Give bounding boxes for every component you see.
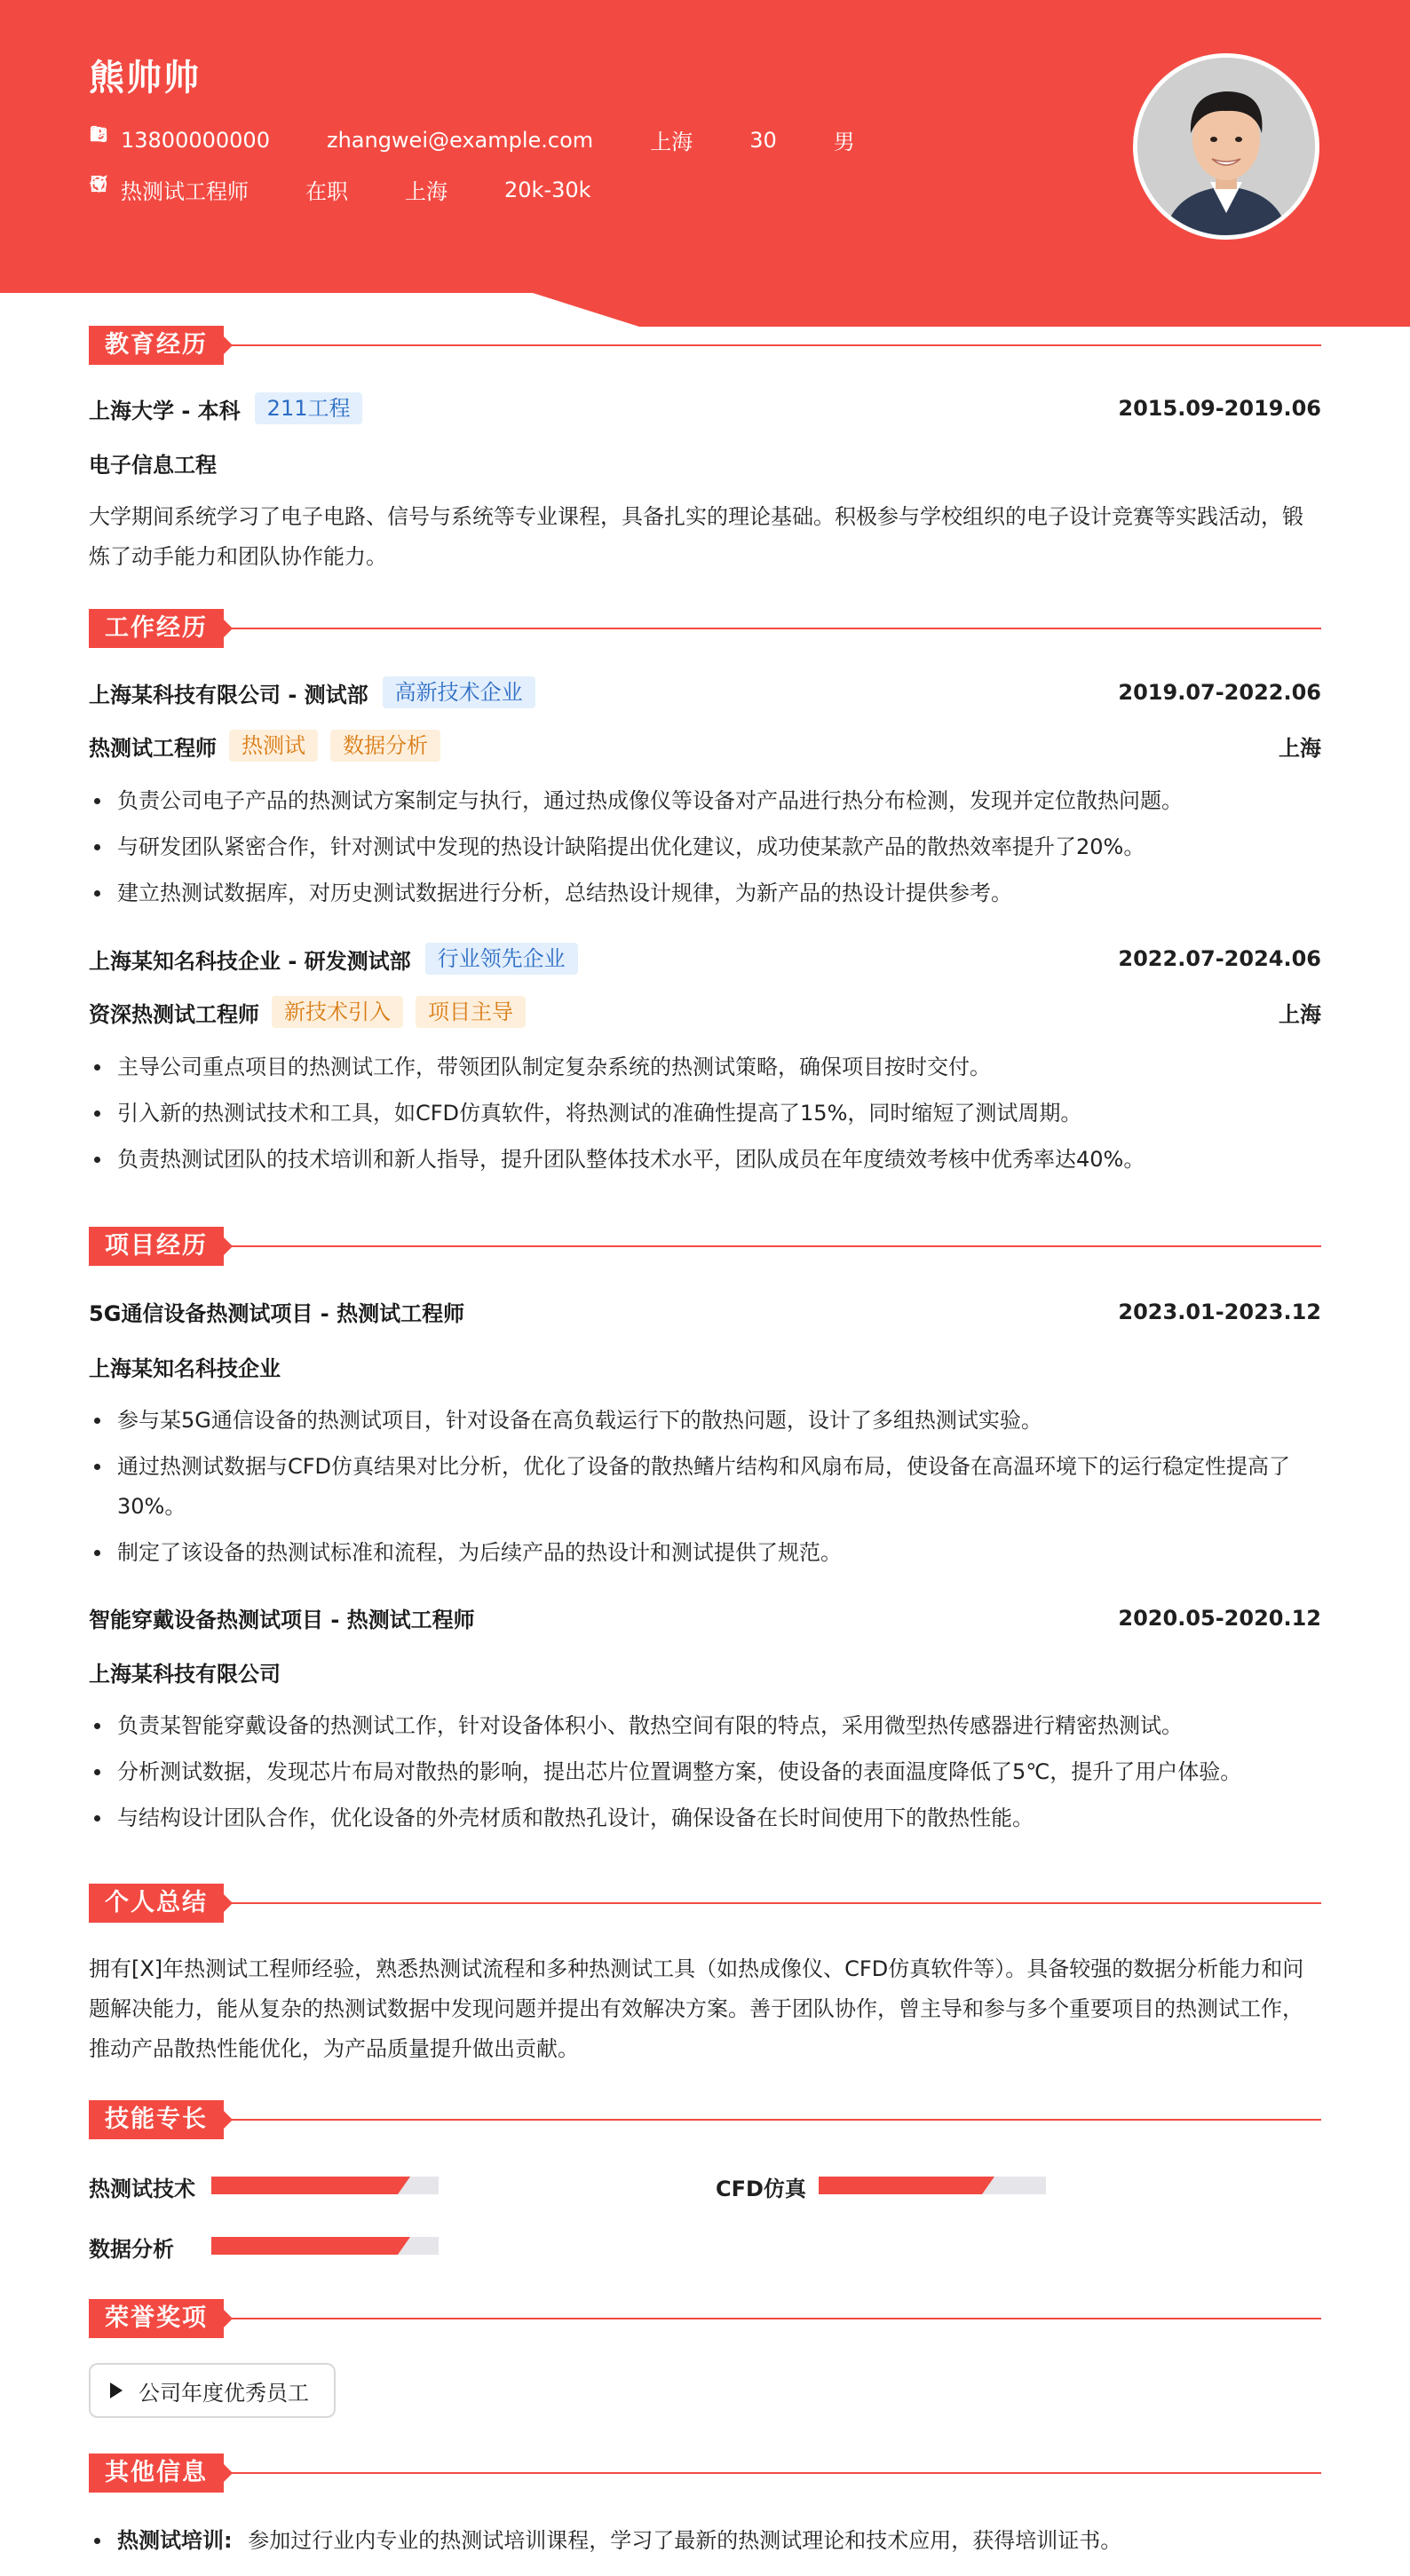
section-divider: [222, 1245, 1321, 1247]
section-title: 教育经历: [89, 326, 224, 365]
contact-row: [89, 124, 880, 155]
section-skills: [89, 2100, 1321, 2139]
section-divider: [222, 2119, 1321, 2121]
target-city-item: [373, 174, 448, 205]
bullet-item: 负责公司电子产品的热测试方案制定与执行，通过热成像仪等设备对产品进行热分布检测，发现并定位散热问题。: [89, 781, 1321, 821]
work-tag: 热测试: [229, 730, 318, 762]
award-text: 公司年度优秀员工: [139, 2380, 309, 2406]
skill-item: [89, 2232, 462, 2263]
work-role-row: [89, 996, 1321, 1028]
section-divider: [222, 2472, 1321, 2474]
skill-item: [89, 2171, 462, 2202]
project-title: 智能穿戴设备热测试项目 - 热测试工程师: [89, 1608, 475, 1632]
project-title: 5G通信设备热测试项目 - 热测试工程师: [89, 1301, 465, 1326]
skill-name: 热测试技术: [89, 2177, 195, 2201]
project-org: 上海某科技有限公司: [89, 1662, 281, 1687]
salary-item: [472, 178, 591, 202]
education-description: 大学期间系统学习了电子电路、信号与系统等专业课程，具备扎实的理论基础。积极参与学校组织的电子设计竞赛等实践活动，锻炼了动手能力和团队协作能力。: [89, 504, 1303, 569]
bullet-item: 参与某5G通信设备的热测试项目，针对设备在高负载运行下的散热问题，设计了多组热测试实验。: [89, 1401, 1321, 1441]
location-item: [618, 124, 693, 155]
award-item: [89, 2363, 336, 2418]
resume-header: [0, 0, 1410, 328]
work-company: 上海某科技有限公司 - 测试部: [89, 682, 368, 707]
gender-text: 男: [833, 130, 855, 154]
project-org: 上海某知名科技企业: [89, 1356, 281, 1381]
skill-level: [211, 2177, 398, 2194]
project-header: [89, 1602, 1321, 1633]
work-tag: 新技术引入: [272, 996, 403, 1028]
skill-bar: [819, 2177, 1046, 2194]
work-role: 热测试工程师: [89, 735, 217, 761]
target-city-text: 上海: [405, 179, 448, 204]
section-divider: [222, 1902, 1321, 1904]
gender-item: [802, 124, 855, 155]
education-major: 电子信息工程: [89, 453, 217, 478]
bullet-item: 负责热测试团队的技术培训和新人指导，提升团队整体技术水平，团队成员在年度绩效考核中优秀率达40%。: [89, 1140, 1321, 1180]
education-period: 2015.09-2019.06: [1118, 396, 1321, 421]
skill-bar: [211, 2237, 439, 2255]
bullet-item: 负责某智能穿戴设备的热测试工作，针对设备体积小、散热空间有限的特点，采用微型热传感器进行精密热测试。: [89, 1706, 1321, 1746]
section-divider: [222, 628, 1321, 629]
education-school: 上海大学 - 本科: [89, 398, 241, 423]
section-divider: [222, 2318, 1321, 2319]
phone-text: 13800000000: [121, 127, 270, 153]
skill-bar: [211, 2177, 439, 2194]
salary-text: 20k-30k: [504, 177, 591, 202]
job-row: [89, 174, 616, 205]
email-item: [295, 128, 593, 153]
work-bullets: [89, 1047, 1321, 1186]
section-other: [89, 2454, 1321, 2493]
work-city: 上海: [1279, 735, 1321, 761]
work-header: [89, 943, 1321, 975]
work-badge: 高新技术企业: [383, 676, 535, 708]
bullet-item: 引入新的热测试技术和工具，如CFD仿真软件，将热测试的准确性提高了15%，同时缩短了测试周期。: [89, 1094, 1321, 1134]
project-org-row: [89, 1656, 1321, 1687]
work-bullets: [89, 781, 1321, 920]
work-tag: 项目主导: [416, 996, 526, 1028]
candidate-name: 熊帅帅: [89, 58, 201, 99]
skill-name: CFD仿真: [716, 2177, 806, 2201]
status-text: 在职: [305, 179, 348, 204]
education-header: [89, 392, 1321, 424]
project-period: 2020.05-2020.12: [1118, 1605, 1321, 1631]
section-awards: [89, 2299, 1321, 2338]
work-header: [89, 676, 1321, 708]
section-work: [89, 609, 1321, 648]
project-bullets: [89, 1401, 1321, 1579]
section-title: 工作经历: [89, 609, 224, 648]
other-bullets: [89, 2521, 1321, 2567]
bullet-item: 分析测试数据，发现芯片布局对散热的影响，提出芯片位置调整方案，使设备的表面温度降低了5℃，提升了用户体验。: [89, 1752, 1321, 1792]
cake-icon: [717, 130, 737, 150]
section-title: 技能专长: [89, 2100, 224, 2139]
bullet-item: 主导公司重点项目的热测试工作，带领团队制定复杂系统的热测试策略，确保项目按时交付。: [89, 1047, 1321, 1087]
mail-icon: [295, 130, 314, 150]
section-education: [89, 326, 1321, 365]
work-city: 上海: [1279, 1001, 1321, 1027]
job-title-text: 热测试工程师: [121, 179, 249, 204]
section-title: 荣誉奖项: [89, 2299, 224, 2338]
section-title: 项目经历: [89, 1227, 224, 1266]
bullet-item: 制定了该设备的热测试标准和流程，为后续产品的热设计和测试提供了规范。: [89, 1533, 1321, 1573]
bullet-item: 建立热测试数据库，对历史测试数据进行分析，总结热设计规律，为新产品的热设计提供参考。: [89, 873, 1321, 913]
bullet-item: 与研发团队紧密合作，针对测试中发现的热设计缺陷提出优化建议，成功使某款产品的散热效率提升了20%。: [89, 827, 1321, 867]
play-icon: [110, 2382, 123, 2398]
skill-level: [211, 2237, 398, 2255]
work-tag: 数据分析: [330, 730, 440, 762]
skill-name: 数据分析: [89, 2237, 174, 2262]
money-icon: [472, 180, 492, 200]
job-title-item: [89, 174, 249, 205]
education-badge: 211工程: [255, 392, 363, 424]
status-item: [273, 174, 348, 205]
skill-level: [819, 2177, 982, 2194]
work-period: 2019.07-2022.06: [1118, 680, 1321, 705]
home-icon: [618, 130, 638, 150]
email-text: zhangwei@example.com: [326, 127, 594, 153]
building-icon: [373, 180, 392, 200]
age-item: [717, 128, 777, 153]
work-badge: 行业领先企业: [425, 943, 578, 975]
bullet-item: [89, 2521, 1321, 2561]
phone-item: [89, 128, 270, 153]
project-bullets: [89, 1706, 1321, 1845]
bullet-item: 通过热测试数据与CFD仿真结果对比分析，优化了设备的散热鳍片结构和风扇布局，使设备在高温环境下的运行稳定性提高了30%。: [89, 1447, 1321, 1527]
section-projects: [89, 1227, 1321, 1266]
other-label: 热测试培训:: [117, 2528, 233, 2553]
education-major-row: [89, 447, 1321, 478]
project-header: [89, 1296, 1321, 1327]
work-role-row: [89, 730, 1321, 762]
section-title: 其他信息: [89, 2454, 224, 2493]
section-summary: [89, 1884, 1321, 1923]
section-title: 个人总结: [89, 1884, 224, 1923]
work-company: 上海某知名科技企业 - 研发测试部: [89, 948, 411, 974]
work-period: 2022.07-2024.06: [1118, 946, 1321, 971]
gear-icon: [273, 180, 293, 200]
project-period: 2023.01-2023.12: [1118, 1299, 1321, 1324]
summary-text: 拥有[X]年热测试工程师经验，熟悉热测试流程和多种热测试工具（如热成像仪、CFD仿真软件等）。具备较强的数据分析能力和问题解决能力，能从复杂的热测试数据中发现问题并提出有效解决方案。善于团队协作，曾主导和参与多个重要项目的热测试工作，推动产品散热性能优化，为产品质量提升做出贡献。: [89, 1956, 1304, 2061]
gender-icon: [802, 130, 821, 150]
bullet-item: 与结构设计团队合作，优化设备的外壳材质和散热孔设计，确保设备在长时间使用下的散热性能。: [89, 1798, 1321, 1838]
project-org-row: [89, 1351, 1321, 1382]
avatar-portrait: [1137, 58, 1315, 235]
age-text: 30: [749, 127, 777, 153]
section-divider: [222, 344, 1321, 346]
work-role: 资深热测试工程师: [89, 1001, 259, 1027]
skill-item: [716, 2171, 1089, 2202]
other-text: 参加过行业内专业的热测试培训课程，学习了最新的热测试理论和技术应用，获得培训证书。: [248, 2528, 1122, 2553]
location-text: 上海: [650, 130, 693, 154]
avatar: [1133, 53, 1319, 240]
